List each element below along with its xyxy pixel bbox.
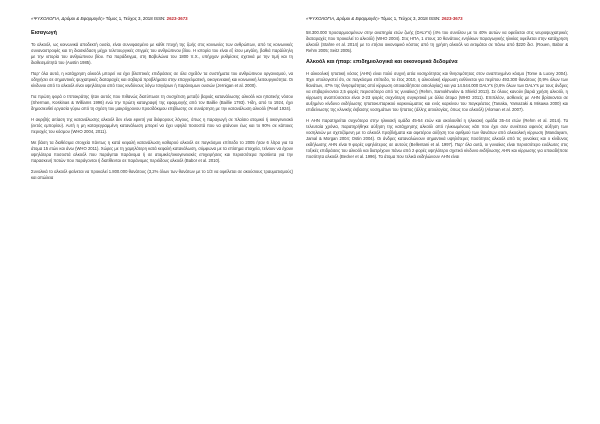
journal-name: «ΨΥΧΟΛΟΓΙΑ, Δρόμοι & Εφαρμογές» [31, 16, 105, 21]
paragraph: Παρ' όλα αυτά, η κατάχρηση αλκοόλ μπορεί να έχει βλαπτικές επιδράσεις σε όλα σχεδόν τα συστήματα του ανθρώπινου οργανισμού, να οδηγήσει σε σημαντικές ψυχιατρικές διαταραχές και σοβαρά προβλήματα στην επαγγελματική, οικογενειακή και κοινωνική λειτουργικότητα. Οι κίνδυνοι από το αλκοόλ είναι υψηλότεροι από τους κινδύνους λόγω τσιγάρων ή παράνομων ουσιών (Jernigan et al. 2000). [31, 71, 293, 88]
paragraph: Συνολικά το αλκοόλ φαίνεται να προκαλεί 1.800.000 θανάτους (3,2% όλων των θανάτων με το 1/3 να οφείλεται σε ακούσιους τραυματισμούς) και απώλεια [31, 169, 293, 180]
section-heading-introduction: Εισαγωγή [31, 30, 57, 36]
paragraph: Με βάση τα διαθέσιμα στοιχεία πάντως η κατά κεφαλή κατανάλωση καθαρού αλκοόλ σε παγκόσμιο επίπεδο το 2005 ήταν 6 λίτρα για τα άτομα 15 ετών και άνω (WHO 2011). Χώρες με τη χαμηλότερη κατά κεφαλή κατανάλωση, σύμφωνα με τα επίσημα στοιχεία, τείνουν να έχουν υψηλότερα ποσοστά αλκοόλ που παράγεται παράνομα ή σε ατομικές/οικογενειακές επιχειρήσεις και περισσότερα προϊόντα για την παρασκευή ποτών που παράγονται ή διατίθενται σε παράνομες περιόδους αλκοόλ (Babor et al. 2010). [31, 140, 293, 163]
paragraph: Το αλκοόλ, ως κοινωνικά αποδεκτή ουσία, είναι συνυφασμένο με κάθε πτυχή της ζωής στις κοινωνίες των ανθρώπων, από τις κοινωνικές συναναστροφές και τη διασκέδαση μέχρι τελετουργικές στιγμές του ανθρώπινου βίου. Η ιστορία του είναι εξ ίσου μεγάλη, βαθιά παράλληλη με την ιστορία του ανθρώπινου βίου. Για παράδειγμα, στη Βαβυλώνα του 1800 π.Χ., υπήρχαν ρυθμίσεις σχετικά με την τιμή και τη διαθεσιμότητά του (Austin 1985). [31, 42, 293, 65]
issn-label: ISSN: [428, 16, 441, 21]
issn-number: 2623-3673 [441, 16, 463, 21]
journal-name: «ΨΥΧΟΛΟΓΙΑ, Δρόμοι & Εφαρμογές» [306, 16, 380, 21]
volume-info: Τόμος 1, Τεύχος 3, 2018 [105, 16, 153, 21]
section-heading-epidemiology: Αλκοόλ και ήπαρ: επιδημιολογικά και οικονομικά δεδομένα [306, 59, 458, 65]
paragraph: Η αλκοολική ηπατική νόσος (AHN) είναι πολύ συχνή αιτία νοσηρότητας και θνησιμότητας στον αναπτυγμένο κόσμο (Tome & Lucey 2004). Έχει υπολογιστεί ότι, σε παγκόσμιο επίπεδο, το έτος 2010, η αλκοολική κίρρωση ευθύνεται για περίπου 493.300 θανάτους (0,9% όλων των θανάτων, 47% της θνησιμότητας από κίρρωση οποιασδήποτε αιτιολογίας) και για 14.544.000 DALY's (0,6% όλων των DALY's με τους άνδρες να επιβαρύνονται 2,5 φορές περισσότερο από τις γυναίκες) (Rehm, Samokhvalov & Shield 2013). Σε όλους κανούν βαριά χρήση αλκοόλ, η κίρρωση αναπτύσσεται είναι 2-23 φορές συχνότερη συγκριτικά με άλλα άτομα (WHO 2011). Επιπλέον, ασθενείς με AHN βρίσκονται σε αυξημένο κίνδυνο εκδήλωσης ηπατοκυτταρικού καρκινώματος και ενός καρκίνου του παγκρέατος (Tanaka, Yamazaki & Misawa 2000) και επιδείνωσης της κλινικής έκβασης νοσημάτων του ήπατος (άλλης αιτιολογίας, όπως του αλκοόλ) (Aloman et al. 2007). [306, 71, 568, 112]
right-column [306, 16, 568, 424]
issn-label: ISSN: [153, 16, 166, 21]
issn-number: 2623-3673 [166, 16, 188, 21]
paragraph: Για πρώτη φορά ο Ιπποκράτης ήταν αυτός που πιθανώς διατύπωσε τη συσχέτιση μεταξύ βαριάς κατανάλωσης αλκοόλ και ηπατικής νόσου (Sherman, Koskinas & Williams 1996) ενώ την πρώτη καταγραφή της εφαρμογής από τον Baillie (Baillie 1793). Ήδη, από το 1924, έχει δημοσιευθεί εργασία γύρω από τη σχέση του μακρόχρονου προσδόκιμου επιβίωσης σε συνάρτηση με την κατανάλωση αλκοόλ (Pearl 1924). [31, 94, 293, 111]
paragraph: Η AHN παρατηρείται συχνότερα στην ηλικιακή ομάδα 45-54 ετών και ακολουθεί η ηλικιακή ομάδα 35-44 ετών (Rehm et al. 2014). Τα τελευταία χρόνια, παρατηρήθηκε αύξηση της κατάχρησης αλκοόλ από ηλικιωμένους κάτι που έχει σαν συνέπεια αφενός αύξηση των νοσηλειών με σχετιζόμενη με το αλκοόλ προβλήματα και αφετέρου αύξηση του αριθμού των θανάτων από αλκοολική κίρρωση (Mandayam, Jamal & Morgan 2004; Ostin 2004). Οι άνδρες καταναλώνουν σημαντικά υψηλότερες ποσότητες αλκοόλ από τις γυναίκες και ο κίνδυνος εκδήλωσης AHN είναι 9 φορές υψηλότερος σε αυτούς (Bellentani et al. 1997). Παρ' όλα αυτά, οι γυναίκες είναι περισσότερο ευάλωτες στις τοξικές επιδράσεις του αλκοόλ και διατρέχουν πάνω από 2 φορές υψηλότερο σχετικό κίνδυνο εκδήλωσης AHN και κίρρωσης για οποιαδήποτε ποσότητα αλκοόλ (Becker et al. 1996). Τα άτομα που τελικά εκδηλώνουν AHN είναι [306, 118, 568, 159]
paragraph: 58.300.000 προσαρμοσμένων στην αναπηρία ετών ζωής (DALY's) (4% του συνόλου με το 40% αυτών να οφείλεται στις νευροψυχιατρικές διαταραχές που προκαλεί το αλκοόλ) (WHO 2004). Στις ΗΠΑ, 1 στους 10 θανάτους ενηλίκων παραγωγικής ηλικίας οφείλεται στην κατάχρηση αλκοόλ (Stahre et al. 2014) με το ετήσιο οικονομικό κόστος από τη χρήση αλκοόλ να εκτιμάται σε πάνω από $220 δισ. (Rouen, Babor & Rehm 2005; Seitz 2005). [306, 30, 568, 53]
paragraph: Η ακριβής αιτίαση της κατανάλωσης αλκοόλ δεν είναι εφικτή για διάφορους λόγους, όπως η παραγωγή σε πλαίσιο ατομικό ή οικογενειακό (εκτός εμπορίου). Αυτή η μη καταγεγραμμένη κατανάλωση μπορεί να έχει υψηλά ποσοστά που να φτάνουν έως και το 90% σε κάποιες περιοχές του κόσμου (WHO 2004, 2011). [31, 117, 293, 134]
volume-info: Τόμος 1, Τεύχος 3, 2018 [380, 16, 428, 21]
running-header [306, 16, 568, 21]
running-header [31, 16, 293, 21]
left-column [31, 16, 293, 424]
